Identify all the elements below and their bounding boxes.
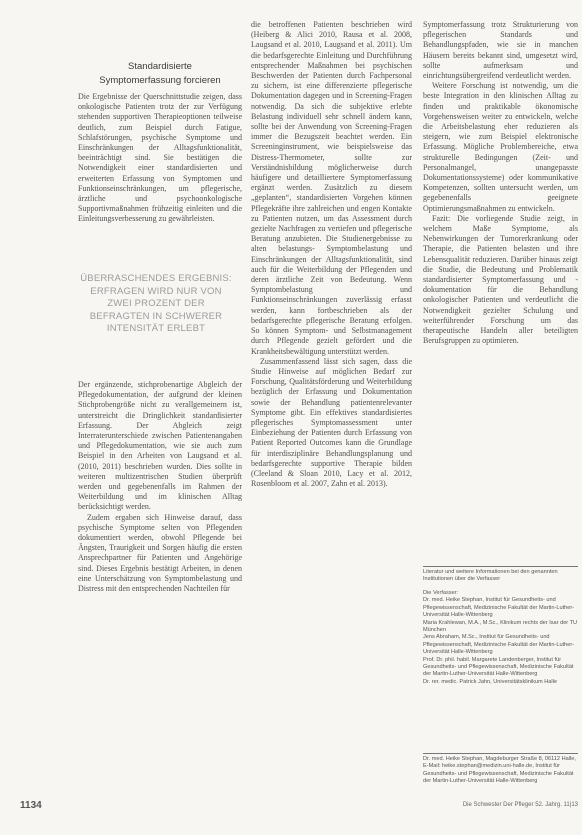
author-entry: Jens Abraham, M.Sc., Institut für Gesundheits- und Pflegewissenschaft, Medizinische Fakultät der Martin-Luther-Universität Halle-Wittenberg	[423, 634, 575, 656]
author-entry: Prof. Dr. phil. habil. Margarete Landenberger, Institut für Gesundheits- und Pflegewissenschaft, Medizinische Fakultät der Martin-Luther-Universität Halle-Wittenberg	[423, 656, 574, 678]
author-entry: Dr. med. Heike Stephan, Institut für Gesundheits- und Pflegewissenschaft, Medizinische Fakultät der Martin-Luther-Universität Halle-Wittenberg	[423, 597, 575, 619]
column-1-top	[78, 92, 242, 258]
column-3	[423, 20, 578, 560]
divider	[423, 566, 578, 567]
section-heading	[78, 60, 242, 88]
contact-address: Dr. med. Heike Stephan, Magdeburger Straße 8, 06112 Halle, E-Mail: heike.stephan@medizin.uni-halle.de, Institut für Gesundheits- und Pflegewissenschaft, Medizinische Fakultät der Martin-Luther-Universität Halle-Wittenberg	[423, 756, 576, 785]
divider	[423, 753, 578, 754]
heading-line-1: Standardisierte	[128, 61, 192, 72]
paragraph: Weitere Forschung ist notwendig, um die beste Integration in den klinischen Alltag zu finden und praktikable ökonomische Vorgehensweisen weiter zu entwickeln, welche die Arbeitsbelastung eher reduzieren als steigern, wie zum Beispiel elektronische Erfassung. Mögliche Problembereiche, etwa strukturelle Bedingungen (Zeit- und Personalmangel, unangepasste Dokumentationssysteme) oder kommunikative Kompetenzen, sollten untersucht werden, um gegebenenfalls geeignete Optimierungsmaßnahmen zu entwickeln.	[423, 81, 578, 213]
pull-quote-line: ZWEI PROZENT DER	[107, 298, 205, 310]
author-entry: Dr. rer. medic. Patrick Jahn, Universitätsklinikum Halle	[423, 678, 557, 685]
paragraph: Fazit: Die vorliegende Studie zeigt, in welchem Maße Symptome, als Nebenwirkungen der Tumorerkrankung oder Therapie, die Patienten belasten und ihre Lebensqualität reduzieren. Darüber hinaus zeigt die Studie, die Bedeutung und Problematik standardisierter Symptomerfassung und -dokumentation für die Behandlung onkologischer Patienten und verdeutlicht die Notwendigkeit gezielter Schulung und weiterführender Forschung um das therapeutische Handeln aller beteiligten Berufsgruppen zu optimieren.	[423, 213, 578, 346]
pull-quote-line: ÜBERRASCHENDES ERGEBNIS:	[80, 273, 232, 284]
pull-quote	[70, 273, 242, 336]
pull-quote-line: BEFRAGTEN IN SCHWERER	[89, 310, 223, 322]
column-2	[251, 20, 412, 808]
author-entry: Maria Krahlewan, M.A., M.Sc., Klinikum rechts der Isar der TU München	[423, 619, 578, 634]
pull-quote-line: INTENSITÄT ERLEBT	[106, 323, 206, 335]
paragraph: Zudem ergaben sich Hinweise darauf, dass psychische Symptome selten von Pflegenden dokumentiert werden, obwohl Pflegende bei Ängsten, Traurigkeit und Sorgen häufig die ersten Ansprechpartner für Patienten und Angehörige sind. Dieses Ergebnis bestätigt Arbeiten, in denen eine Unterschätzung von Symptombelastung und Distress mit den entsprechenden Nachteilen für	[78, 512, 242, 594]
paragraph: die betroffenen Patienten beschrieben wird (Heiberg & Alici 2010, Rausa et al. 2008, Laugsand et al. 2010, Laugsand et al. 2011). Um die bedarfsgerechte Einleitung und Durchführung entsprechender Maßnahmen bei psychischen Beschwerden der Patienten durch Fachpersonal zu sichern, ist eine differenzierte pflegerische Dokumentation dagegen und in Screening-Fragen notwendig. Da sich die subjektive erlebte Belastung individuell sehr schnell ändern kann, sollte bei der Anwendung von Screening-Fragen immer die Bezugszeit beachtet werden. Ein Screeninginstrument, wie beispielsweise das Distress-Thermometer, sollte zur Verständnisbildung möglicherweise durch häufigere und detailliertere Symptomerfassung ergänzt werden. Zusätzlich zu diesem „geplanten“, standardisierten Vorgehen können Pflegekräfte ihre zahlreichen und engen Kontakte zu Patienten nutzen, um das Assessment durch gezielte Nachfragen zu vertiefen und pflegerische Beratung anzubieten. Die Studienergebnisse zu alten belastungs- Symptombelastung und Einschränkungen der Alltagsfunktionalität, sind auch für die Weiterbildung der Pflegenden und deren ärztliche Zeit von Bedeutung. Wenn Symptombelastung und Funktionseinschränkungen zuverlässig erfasst werden, kann fortbeschrieben als der bedarfsgerechte pflegerische Beratung erfolgen. So können Symptom- und Selbstmanagement durch Pflegende gezielt gefördert und die Krankheitsbewältigung unterstützt werden.	[251, 20, 412, 356]
paragraph: Symptomerfassung trotz Strukturierung von pflegerischen Standards und Behandlungspfaden, wie sie in manchen Häusern bereits bekannt sind, umgesetzt wird, sollte aufmerksam und einrichtungsübergreifend verdeutlicht werden.	[423, 20, 578, 81]
authors-label: Die Verfasser:	[423, 590, 459, 596]
journal-footer: Die Schwester Der Pfleger 52. Jahrg. 11|13	[462, 802, 578, 808]
paragraph: Der ergänzende, stichprobenartige Abgleich der Pflegedokumentation, der aufgrund der kleinen Stichprobengröße nicht zu verallgemeinern ist, unterstreicht die Dringlichkeit standardisierter Erfassung. Der Abgleich zeigt Interraterunterschiede zwischen Patientenangaben und Pflegedokumentation, wie sie auch zum Beispiel in den Arbeiten von Laugsand et al. (2010, 2011) beschrieben wurden. Dies sollte in weiteren multizentrischen Studien überprüft werden und gegebenenfalls im Rahmen der Weiterbildung und im klinischen Alltag berücksichtigt werden.	[78, 380, 242, 512]
literature-note: Literatur und weitere Informationen bei den genannten Institutionen über die Verfasser	[423, 569, 558, 583]
authors-box	[423, 590, 578, 686]
pull-quote-line: ERFRAGEN WIRD NUR VON	[90, 285, 222, 297]
page-number: 1134	[20, 800, 42, 811]
paragraph: Die Ergebnisse der Querschnittstudie zeigen, dass onkologische Patienten trotz der zur Verfügung stehenden supportiven Therapieoptionen teilweise deutlich, zum Beispiel durch Fatigue, Schlafstörungen, psychische Symptome und Einschränkungen der Alltagsfunktionalität, beeinträchtigt sind. Sie bestätigen die Notwendigkeit einer standardisierten und erweiterten Erfassung von Symptomen und Funktionseinschränkungen, um pflegerische, ärztliche und psychoonkologische Supportivmaßnahmen frühzeitig einleiten und die Einleitungsverbesserung zu gewährleisten.	[78, 92, 242, 224]
column-1-bottom	[78, 380, 242, 808]
paragraph: Zusammenfassend lässt sich sagen, dass die Studie Hinweise auf möglichen Bedarf zur Forschung, Qualitätsförderung und Weiterbildung bezüglich der Erfassung und Dokumentation sowie der Behandlung patientenrelevanter Symptome gibt. Ein effektives standardisiertes pflegerisches Symptomassessment unter Einbeziehung der Patienten durch Erfassung von Patient Reported Outcomes kann die Grundlage für interdisziplinäre Behandlungsplanung und bedarfsgerechte supportive Therapie bilden (Cleeland & Sloan 2010, Lacy et al. 2012, Rosenbloom et al. 2007, Zahn et al. 2013).	[251, 356, 412, 489]
heading-line-2: Symptomerfassung forcieren	[99, 75, 221, 86]
